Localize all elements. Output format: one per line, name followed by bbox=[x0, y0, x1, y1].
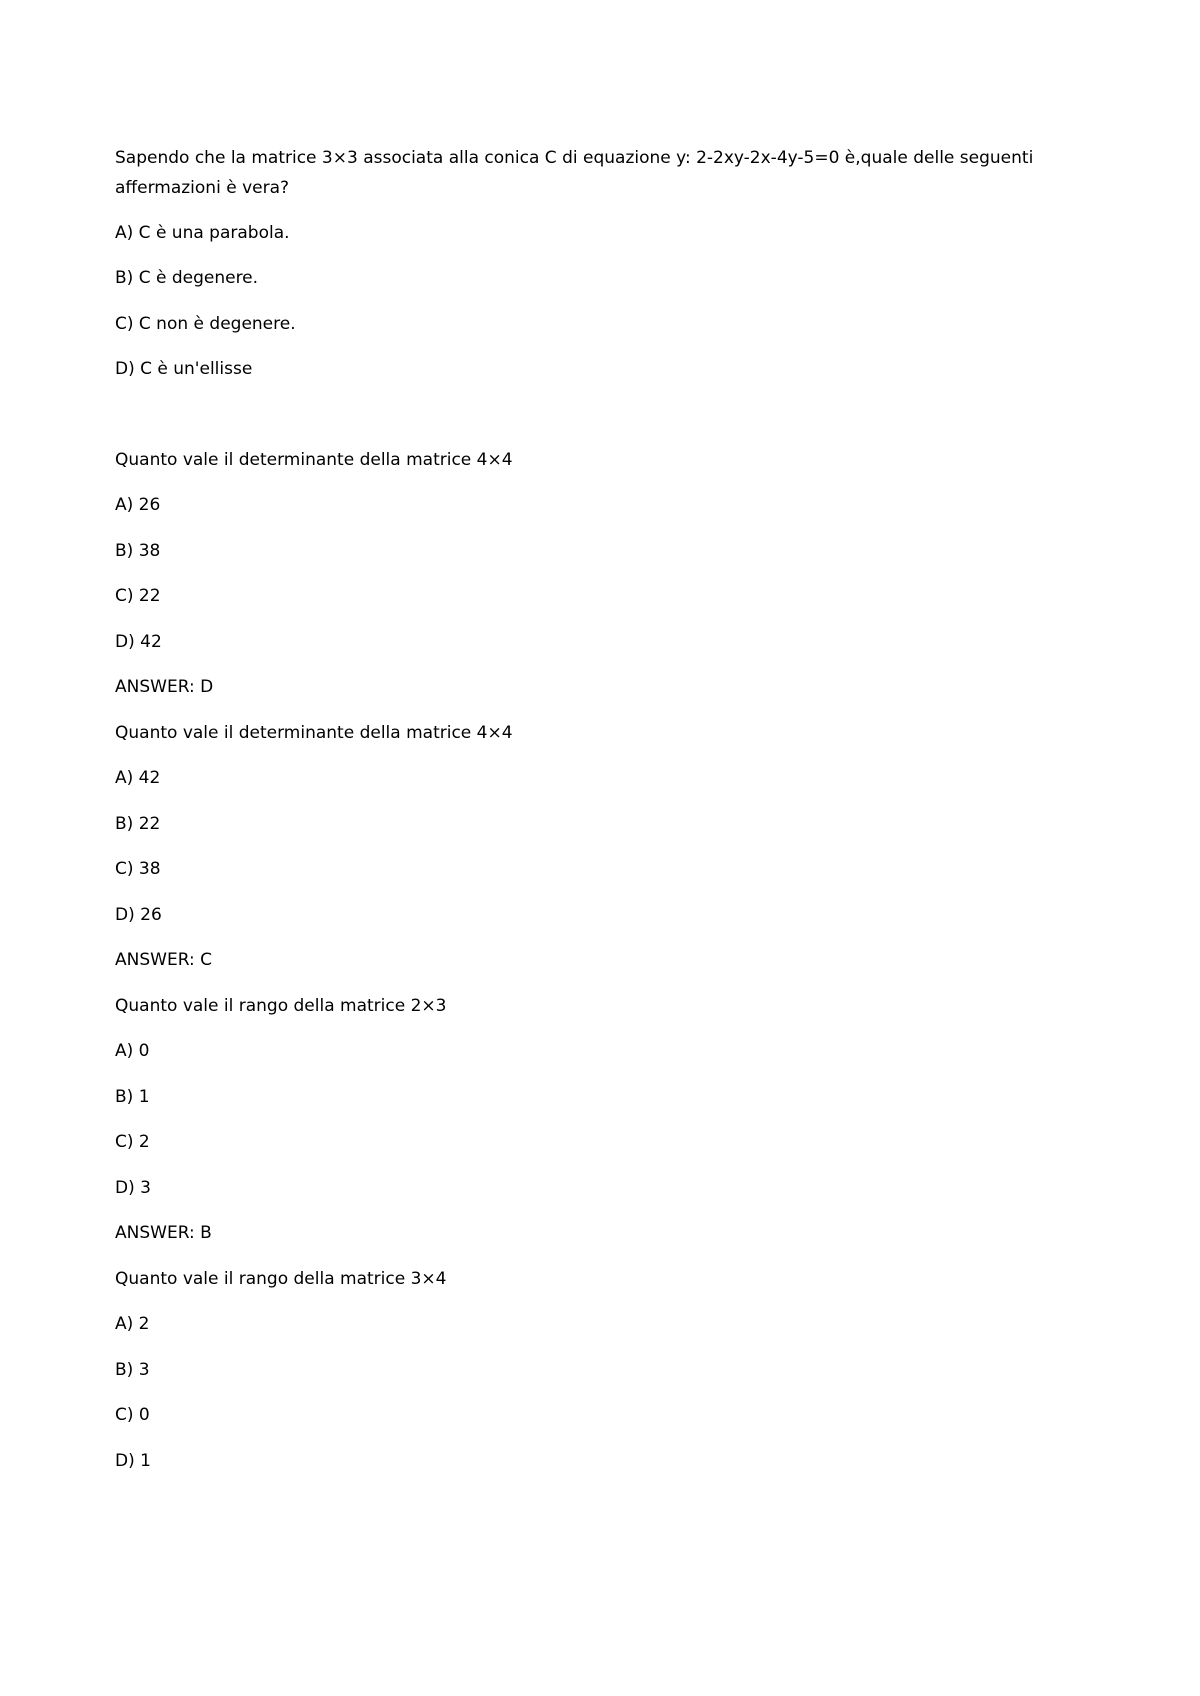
question-1-option-b: B) C è degenere. bbox=[115, 268, 259, 288]
question-3-option-d: D) 26 bbox=[115, 905, 162, 925]
question-5-option-b: B) 3 bbox=[115, 1360, 150, 1380]
question-1-option-a: A) C è una parabola. bbox=[115, 223, 290, 243]
question-4-text: Quanto vale il rango della matrice 2×3 bbox=[115, 996, 447, 1016]
question-3-text: Quanto vale il determinante della matrice 4×4 bbox=[115, 723, 513, 743]
question-1-option-c: C) C non è degenere. bbox=[115, 314, 296, 334]
question-4-option-b: B) 1 bbox=[115, 1087, 150, 1107]
question-3-answer: ANSWER: C bbox=[115, 950, 212, 970]
question-2-option-d: D) 42 bbox=[115, 632, 162, 652]
question-4-option-a: A) 0 bbox=[115, 1041, 150, 1061]
question-5-text: Quanto vale il rango della matrice 3×4 bbox=[115, 1269, 447, 1289]
question-4-answer: ANSWER: B bbox=[115, 1223, 212, 1243]
question-3-option-a: A) 42 bbox=[115, 768, 161, 788]
question-2-text: Quanto vale il determinante della matrice 4×4 bbox=[115, 450, 513, 470]
question-1-text-line-1: Sapendo che la matrice 3×3 associata alla conica C di equazione y: 2-2xy-2x-4y-5=0 è,quale delle seguenti bbox=[115, 148, 1034, 168]
question-3-option-b: B) 22 bbox=[115, 814, 161, 834]
question-3-option-c: C) 38 bbox=[115, 859, 161, 879]
question-4-option-c: C) 2 bbox=[115, 1132, 150, 1152]
question-1-option-d: D) C è un'ellisse bbox=[115, 359, 253, 379]
question-2-option-a: A) 26 bbox=[115, 495, 161, 515]
question-2-answer: ANSWER: D bbox=[115, 677, 214, 697]
question-5-option-a: A) 2 bbox=[115, 1314, 150, 1334]
question-2-option-c: C) 22 bbox=[115, 586, 161, 606]
question-4-option-d: D) 3 bbox=[115, 1178, 151, 1198]
question-5-option-d: D) 1 bbox=[115, 1451, 151, 1471]
question-1-text-line-2: affermazioni è vera? bbox=[115, 178, 290, 198]
question-5-option-c: C) 0 bbox=[115, 1405, 150, 1425]
question-2-option-b: B) 38 bbox=[115, 541, 161, 561]
